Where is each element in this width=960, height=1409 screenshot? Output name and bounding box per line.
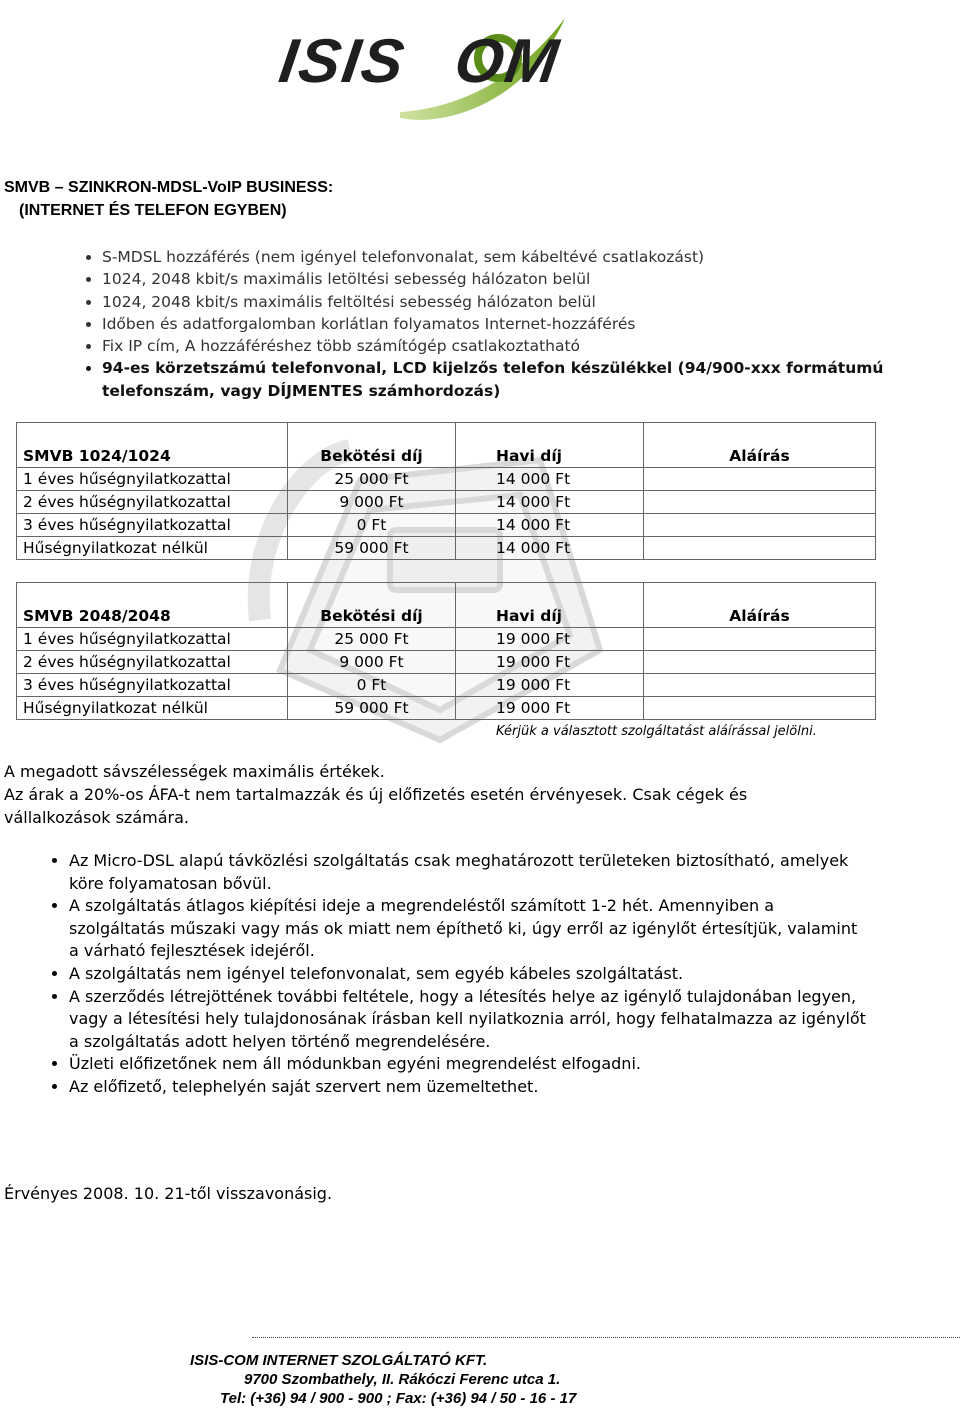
feature-list [60,246,922,402]
table-cell: 19 000 Ft [456,651,644,674]
validity-text: Érvényes 2008. 10. 21-től visszavonásig. [4,1184,333,1203]
list-item: • 1024, 2048 kbit/s maximális letöltési sebesség hálózaton belül [102,268,922,290]
table-header: SMVB 1024/1024 [17,423,288,468]
list-item: • S-MDSL hozzáférés (nem igényel telefonvonalat, sem kábeltévé csatlakozást) [102,246,922,268]
table-cell: 25 000 Ft [288,468,456,491]
table-cell: 9 000 Ft [288,491,456,514]
table-row [17,674,876,697]
table-header: SMVB 2048/2048 [17,583,288,628]
table-cell: Hűségnyilatkozat nélkül [17,537,288,560]
footer-divider [252,1337,960,1338]
document-title: SMVB – SZINKRON-MDSL-VoIP BUSINESS: [4,179,334,196]
list-item: • A szolgáltatás nem igényel telefonvonalat, sem egyéb kábeles szolgáltatást. [69,963,869,986]
table-header: Aláírás [644,583,876,628]
table-cell: 2 éves hűségnyilatkozattal [17,491,288,514]
terms-list [28,850,869,1099]
table-cell: 14 000 Ft [456,491,644,514]
signature-cell[interactable] [644,651,876,674]
table-header: Aláírás [644,423,876,468]
list-item: • A szolgáltatás átlagos kiépítési ideje a megrendeléstől számított 1-2 hét. Amennyiben a szolgáltatás műszaki vagy más ok miatt nem építhető ki, úgy erről az igénylőt értesítjük, valamint a várható fejlesztések idejéről. [69,895,869,963]
price-table-2048 [16,582,876,720]
table-row [17,491,876,514]
table-header: Havi díj [456,423,644,468]
table-cell: 3 éves hűségnyilatkozattal [17,514,288,537]
table-cell: 19 000 Ft [456,674,644,697]
list-item: • A szerződés létrejöttének további feltétele, hogy a létesítés helye az igénylő tulajdonában legyen, vagy a létesítési hely tulajdonosának írásban kell nyilatkoznia arról, hogy felhatalmazza az igénylőt a szolgáltatás adott helyen történő megrendelésére. [69,986,869,1054]
list-item: • 1024, 2048 kbit/s maximális feltöltési sebesség hálózaton belül [102,291,922,313]
signature-cell[interactable] [644,514,876,537]
table-header: Havi díj [456,583,644,628]
signature-cell[interactable] [644,491,876,514]
table-cell: 2 éves hűségnyilatkozattal [17,651,288,674]
table-row [17,468,876,491]
table-row [17,651,876,674]
table-header: Bekötési díj [288,423,456,468]
table-row [17,537,876,560]
signature-note: Kérjük a választott szolgáltatást aláírással jelölni. [496,724,817,739]
table-row [17,697,876,720]
table-cell: 19 000 Ft [456,628,644,651]
table-cell: 14 000 Ft [456,514,644,537]
isiscom-logo [275,8,580,128]
signature-cell[interactable] [644,674,876,697]
table-cell: 9 000 Ft [288,651,456,674]
logo-text: ISIS OM [275,27,565,96]
footer-company: ISIS-COM INTERNET SZOLGÁLTATÓ KFT. [190,1352,488,1369]
signature-cell[interactable] [644,628,876,651]
list-item: • Időben és adatforgalomban korlátlan folyamatos Internet-hozzáférés [102,313,922,335]
list-item: • 94-es körzetszámú telefonvonal, LCD kijelzős telefon készülékkel (94/900-xxx formátumú telefonszám, vagy DÍJMENTES számhordozás) [102,357,922,402]
price-table-1024 [16,422,876,560]
list-item: • Üzleti előfizetőnek nem áll módunkban egyéni megrendelést elfogadni. [69,1053,869,1076]
table-cell: 19 000 Ft [456,697,644,720]
table-cell: 25 000 Ft [288,628,456,651]
table-cell: 14 000 Ft [456,537,644,560]
table-cell: 3 éves hűségnyilatkozattal [17,674,288,697]
list-item: • Fix IP cím, A hozzáféréshez több számítógép csatlakoztatható [102,335,922,357]
signature-cell[interactable] [644,468,876,491]
list-item: • Az Micro-DSL alapú távközlési szolgáltatás csak meghatározott területeken biztosítható, amelyek köre folyamatosan bővül. [69,850,869,895]
footer-contact: Tel: (+36) 94 / 900 - 900 ; Fax: (+36) 94 / 50 - 16 - 17 [220,1390,577,1407]
signature-cell[interactable] [644,537,876,560]
table-cell: 0 Ft [288,674,456,697]
document-subtitle: (INTERNET ÉS TELEFON EGYBEN) [19,202,287,219]
table-cell: 0 Ft [288,514,456,537]
table-cell: 1 éves hűségnyilatkozattal [17,628,288,651]
table-header: Bekötési díj [288,583,456,628]
signature-cell[interactable] [644,697,876,720]
table-row [17,628,876,651]
table-cell: 59 000 Ft [288,697,456,720]
table-cell: 1 éves hűségnyilatkozattal [17,468,288,491]
list-item: • Az előfizető, telephelyén saját szervert nem üzemeltethet. [69,1076,869,1099]
table-cell: Hűségnyilatkozat nélkül [17,697,288,720]
table-row [17,514,876,537]
footer-address: 9700 Szombathely, II. Rákóczi Ferenc utca 1. [244,1371,561,1388]
table-cell: 59 000 Ft [288,537,456,560]
pricing-note: Az árak a 20%-os ÁFA-t nem tartalmazzák és új előfizetés esetén érvényesek. Csak cégek és vállalkozások számára. [4,785,748,827]
bandwidth-note: A megadott sávszélességek maximális értékek. [4,762,385,781]
table-cell: 14 000 Ft [456,468,644,491]
